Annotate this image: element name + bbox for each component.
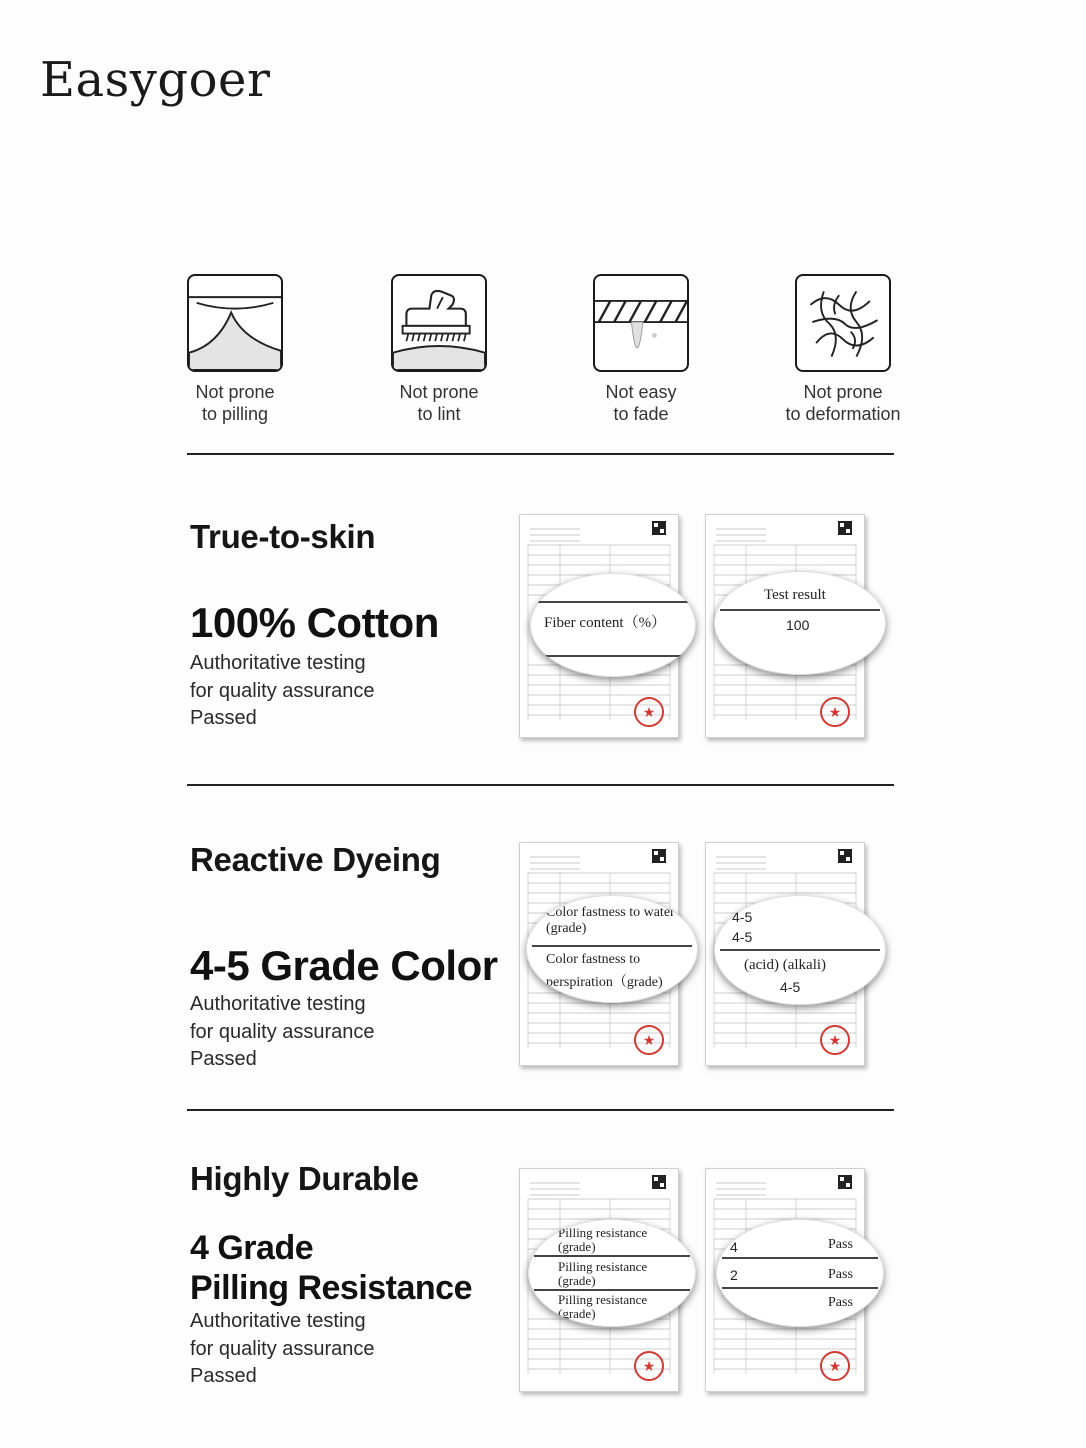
lens-divider <box>720 609 880 611</box>
feature-caption: Not prone <box>195 382 275 402</box>
lint-brush-icon <box>391 274 487 372</box>
lens-divider <box>720 949 880 951</box>
lens-divider <box>536 655 690 657</box>
test-report-doc <box>519 842 679 1066</box>
qr-code-icon <box>652 1175 666 1189</box>
section-body-line: Authoritative testing <box>190 1310 366 1332</box>
feature-caption: to deformation <box>785 404 901 424</box>
seal-stamp: ★ <box>820 697 850 727</box>
lens-divider <box>532 945 692 947</box>
lens-text: (grade) <box>546 921 587 936</box>
section-body-line: Authoritative testing <box>190 993 366 1015</box>
lens-divider <box>536 601 690 603</box>
section-headline: Pilling Resistance <box>190 1269 472 1307</box>
lens-text: Color fastness to water <box>546 905 675 920</box>
magnifier-lens <box>526 895 698 1003</box>
lens-text: perspiration（grade) <box>546 975 663 990</box>
section-body-line: for quality assurance <box>190 1020 375 1043</box>
seal-stamp: ★ <box>820 1025 850 1055</box>
feature-lint <box>339 274 539 425</box>
lens-text: Pilling resistance <box>558 1225 648 1240</box>
fiber-icon <box>795 274 891 372</box>
magnifier-lens <box>714 571 886 675</box>
lens-text: 4-5 <box>732 929 753 945</box>
lens-text: Pass <box>828 1295 853 1310</box>
qr-code-icon <box>652 521 666 535</box>
section-headline: 4 Grade <box>190 1229 314 1267</box>
test-report-doc <box>519 1168 679 1392</box>
section-cotton <box>190 518 510 733</box>
section-durable <box>190 1160 510 1391</box>
lens-text: Pilling resistance <box>558 1259 648 1274</box>
lens-text: Pass <box>828 1267 853 1282</box>
feature-pilling <box>135 274 335 425</box>
lens-text: 4-5 <box>732 909 753 925</box>
lens-text: Pass <box>828 1237 853 1252</box>
section-headline: 100% Cotton <box>190 599 439 646</box>
lens-text: Pilling resistance <box>558 1292 648 1307</box>
feature-caption: Not prone <box>803 382 883 402</box>
feature-caption: Not easy <box>605 382 677 402</box>
lens-text: Test result <box>764 587 826 603</box>
section-dyeing <box>190 841 520 1074</box>
feature-deformation <box>743 274 943 425</box>
seal-stamp: ★ <box>634 1025 664 1055</box>
magnifier-lens <box>530 573 696 677</box>
section-kicker: True-to-skin <box>190 518 376 555</box>
lens-divider <box>722 1287 878 1289</box>
lens-text: 2 <box>730 1267 738 1283</box>
lens-text: Color fastness to <box>546 952 641 967</box>
section-body-line: Passed <box>190 1048 257 1070</box>
feature-caption: Not prone <box>399 382 479 402</box>
seal-stamp: ★ <box>820 1351 850 1381</box>
pilling-icon <box>187 274 283 372</box>
section-kicker: Reactive Dyeing <box>190 841 441 878</box>
seal-stamp: ★ <box>634 1351 664 1381</box>
test-report-doc <box>705 514 865 738</box>
magnifier-lens <box>528 1219 696 1327</box>
lens-text: 100 <box>786 617 810 633</box>
divider <box>187 1109 894 1111</box>
qr-code-icon <box>838 521 852 535</box>
qr-code-icon <box>838 1175 852 1189</box>
feature-caption: to fade <box>613 404 669 424</box>
lens-text: (acid) (alkali) <box>744 957 827 973</box>
lens-text: Fiber content（%） <box>544 615 667 631</box>
section-kicker: Highly Durable <box>190 1160 419 1197</box>
test-report-doc <box>519 514 679 738</box>
test-report-doc <box>705 1168 865 1392</box>
feature-caption: to lint <box>417 404 461 424</box>
section-body-line: Passed <box>190 707 257 729</box>
section-body-line: for quality assurance <box>190 679 375 702</box>
seal-stamp: ★ <box>634 697 664 727</box>
magnifier-lens <box>716 1219 884 1327</box>
brand-logo: Easygoer <box>40 52 271 108</box>
lens-text: 4-5 <box>780 979 801 995</box>
feature-caption: to pilling <box>201 404 269 424</box>
lens-divider <box>534 1255 690 1257</box>
lens-text: (grade) <box>558 1239 596 1254</box>
qr-code-icon <box>838 849 852 863</box>
fade-icon <box>593 274 689 372</box>
divider <box>187 784 894 786</box>
section-body-line: Authoritative testing <box>190 652 366 674</box>
section-headline: 4-5 Grade Color <box>190 942 498 989</box>
section-body-line: for quality assurance <box>190 1337 375 1360</box>
feature-fade <box>541 274 741 425</box>
lens-text: (grade) <box>558 1273 596 1288</box>
lens-divider <box>722 1257 878 1259</box>
test-report-doc <box>705 842 865 1066</box>
lens-text: (grade) <box>558 1306 596 1321</box>
lens-text: 4 <box>730 1239 738 1255</box>
magnifier-lens <box>714 895 886 1005</box>
qr-code-icon <box>652 849 666 863</box>
section-body-line: Passed <box>190 1365 257 1387</box>
lens-divider <box>534 1289 690 1291</box>
divider <box>187 453 894 455</box>
